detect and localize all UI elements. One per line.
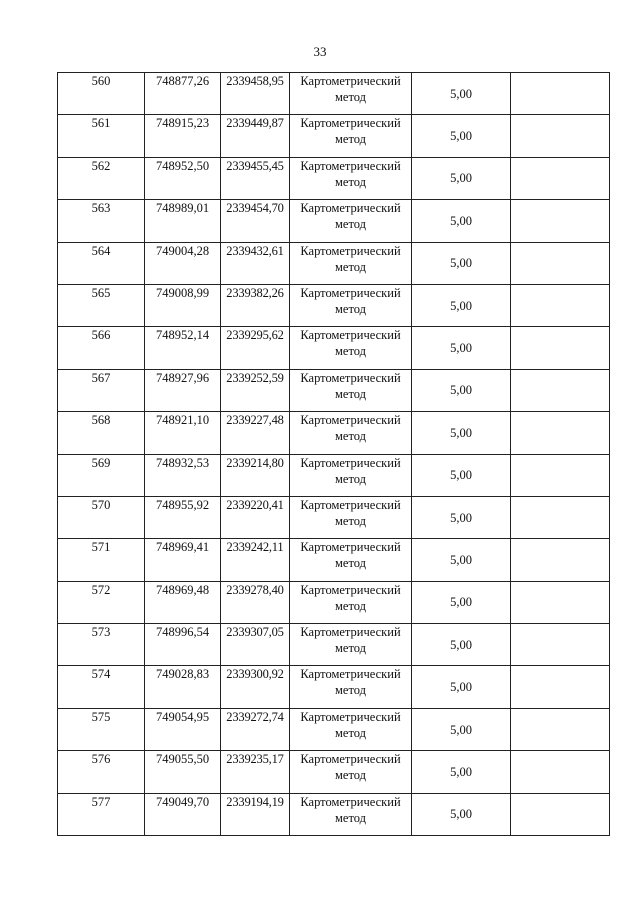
method-cell: Картометрический метод xyxy=(290,496,412,538)
point-number-cell: 572 xyxy=(58,581,145,623)
y-coordinate-cell: 2339307,05 xyxy=(221,624,290,666)
note-cell xyxy=(511,242,610,284)
method-cell: Картометрический метод xyxy=(290,412,412,454)
x-coordinate-cell: 748996,54 xyxy=(145,624,221,666)
x-coordinate-cell: 748921,10 xyxy=(145,412,221,454)
y-coordinate-cell: 2339242,11 xyxy=(221,539,290,581)
table-row xyxy=(58,369,610,411)
x-coordinate-cell: 748877,26 xyxy=(145,73,221,115)
point-number-cell: 570 xyxy=(58,496,145,538)
coordinates-table xyxy=(57,72,610,836)
point-number-cell: 564 xyxy=(58,242,145,284)
point-number-cell: 574 xyxy=(58,666,145,708)
method-cell: Картометрический метод xyxy=(290,539,412,581)
y-coordinate-cell: 2339278,40 xyxy=(221,581,290,623)
x-coordinate-cell: 748969,48 xyxy=(145,581,221,623)
x-coordinate-cell: 749049,70 xyxy=(145,793,221,835)
method-cell: Картометрический метод xyxy=(290,115,412,157)
table-row xyxy=(58,624,610,666)
note-cell xyxy=(511,284,610,326)
table-row xyxy=(58,496,610,538)
method-cell: Картометрический метод xyxy=(290,284,412,326)
point-number-cell: 573 xyxy=(58,624,145,666)
note-cell xyxy=(511,624,610,666)
table-row xyxy=(58,327,610,369)
accuracy-cell: 5,00 xyxy=(412,539,511,581)
y-coordinate-cell: 2339295,62 xyxy=(221,327,290,369)
y-coordinate-cell: 2339449,87 xyxy=(221,115,290,157)
point-number-cell: 563 xyxy=(58,200,145,242)
note-cell xyxy=(511,708,610,750)
note-cell xyxy=(511,369,610,411)
y-coordinate-cell: 2339272,74 xyxy=(221,708,290,750)
method-cell: Картометрический метод xyxy=(290,751,412,793)
note-cell xyxy=(511,157,610,199)
method-cell: Картометрический метод xyxy=(290,793,412,835)
note-cell xyxy=(511,115,610,157)
x-coordinate-cell: 749028,83 xyxy=(145,666,221,708)
page-number: 33 xyxy=(313,44,327,59)
accuracy-cell: 5,00 xyxy=(412,666,511,708)
table-row xyxy=(58,412,610,454)
y-coordinate-cell: 2339227,48 xyxy=(221,412,290,454)
note-cell xyxy=(511,327,610,369)
x-coordinate-cell: 748969,41 xyxy=(145,539,221,581)
accuracy-cell: 5,00 xyxy=(412,115,511,157)
accuracy-cell: 5,00 xyxy=(412,369,511,411)
note-cell xyxy=(511,73,610,115)
table-row xyxy=(58,751,610,793)
note-cell xyxy=(511,539,610,581)
accuracy-cell: 5,00 xyxy=(412,496,511,538)
note-cell xyxy=(511,200,610,242)
method-cell: Картометрический метод xyxy=(290,581,412,623)
point-number-cell: 576 xyxy=(58,751,145,793)
point-number-cell: 568 xyxy=(58,412,145,454)
table-row xyxy=(58,793,610,835)
y-coordinate-cell: 2339214,80 xyxy=(221,454,290,496)
x-coordinate-cell: 748952,50 xyxy=(145,157,221,199)
note-cell xyxy=(511,412,610,454)
point-number-cell: 561 xyxy=(58,115,145,157)
y-coordinate-cell: 2339454,70 xyxy=(221,200,290,242)
note-cell xyxy=(511,454,610,496)
table-row xyxy=(58,115,610,157)
point-number-cell: 575 xyxy=(58,708,145,750)
note-cell xyxy=(511,496,610,538)
y-coordinate-cell: 2339194,19 xyxy=(221,793,290,835)
table-row xyxy=(58,539,610,581)
point-number-cell: 566 xyxy=(58,327,145,369)
point-number-cell: 567 xyxy=(58,369,145,411)
note-cell xyxy=(511,751,610,793)
accuracy-cell: 5,00 xyxy=(412,284,511,326)
method-cell: Картометрический метод xyxy=(290,369,412,411)
table-row xyxy=(58,284,610,326)
table-row xyxy=(58,157,610,199)
accuracy-cell: 5,00 xyxy=(412,242,511,284)
accuracy-cell: 5,00 xyxy=(412,73,511,115)
y-coordinate-cell: 2339382,26 xyxy=(221,284,290,326)
accuracy-cell: 5,00 xyxy=(412,157,511,199)
method-cell: Картометрический метод xyxy=(290,73,412,115)
coordinates-table-body xyxy=(58,73,610,836)
x-coordinate-cell: 748989,01 xyxy=(145,200,221,242)
y-coordinate-cell: 2339455,45 xyxy=(221,157,290,199)
table-row xyxy=(58,242,610,284)
table-row xyxy=(58,581,610,623)
accuracy-cell: 5,00 xyxy=(412,624,511,666)
x-coordinate-cell: 748932,53 xyxy=(145,454,221,496)
x-coordinate-cell: 748955,92 xyxy=(145,496,221,538)
table-row xyxy=(58,200,610,242)
method-cell: Картометрический метод xyxy=(290,242,412,284)
method-cell: Картометрический метод xyxy=(290,666,412,708)
y-coordinate-cell: 2339252,59 xyxy=(221,369,290,411)
table-row xyxy=(58,454,610,496)
point-number-cell: 577 xyxy=(58,793,145,835)
point-number-cell: 571 xyxy=(58,539,145,581)
y-coordinate-cell: 2339235,17 xyxy=(221,751,290,793)
note-cell xyxy=(511,666,610,708)
method-cell: Картометрический метод xyxy=(290,327,412,369)
method-cell: Картометрический метод xyxy=(290,454,412,496)
method-cell: Картометрический метод xyxy=(290,708,412,750)
method-cell: Картометрический метод xyxy=(290,624,412,666)
y-coordinate-cell: 2339458,95 xyxy=(221,73,290,115)
method-cell: Картометрический метод xyxy=(290,157,412,199)
point-number-cell: 569 xyxy=(58,454,145,496)
point-number-cell: 562 xyxy=(58,157,145,199)
note-cell xyxy=(511,581,610,623)
x-coordinate-cell: 749055,50 xyxy=(145,751,221,793)
accuracy-cell: 5,00 xyxy=(412,708,511,750)
accuracy-cell: 5,00 xyxy=(412,793,511,835)
table-row xyxy=(58,666,610,708)
table-row xyxy=(58,708,610,750)
x-coordinate-cell: 749008,99 xyxy=(145,284,221,326)
accuracy-cell: 5,00 xyxy=(412,454,511,496)
x-coordinate-cell: 748915,23 xyxy=(145,115,221,157)
y-coordinate-cell: 2339300,92 xyxy=(221,666,290,708)
accuracy-cell: 5,00 xyxy=(412,581,511,623)
accuracy-cell: 5,00 xyxy=(412,327,511,369)
x-coordinate-cell: 748952,14 xyxy=(145,327,221,369)
method-cell: Картометрический метод xyxy=(290,200,412,242)
x-coordinate-cell: 749054,95 xyxy=(145,708,221,750)
y-coordinate-cell: 2339220,41 xyxy=(221,496,290,538)
accuracy-cell: 5,00 xyxy=(412,412,511,454)
note-cell xyxy=(511,793,610,835)
y-coordinate-cell: 2339432,61 xyxy=(221,242,290,284)
point-number-cell: 565 xyxy=(58,284,145,326)
x-coordinate-cell: 749004,28 xyxy=(145,242,221,284)
table-row xyxy=(58,73,610,115)
point-number-cell: 560 xyxy=(58,73,145,115)
x-coordinate-cell: 748927,96 xyxy=(145,369,221,411)
accuracy-cell: 5,00 xyxy=(412,200,511,242)
accuracy-cell: 5,00 xyxy=(412,751,511,793)
